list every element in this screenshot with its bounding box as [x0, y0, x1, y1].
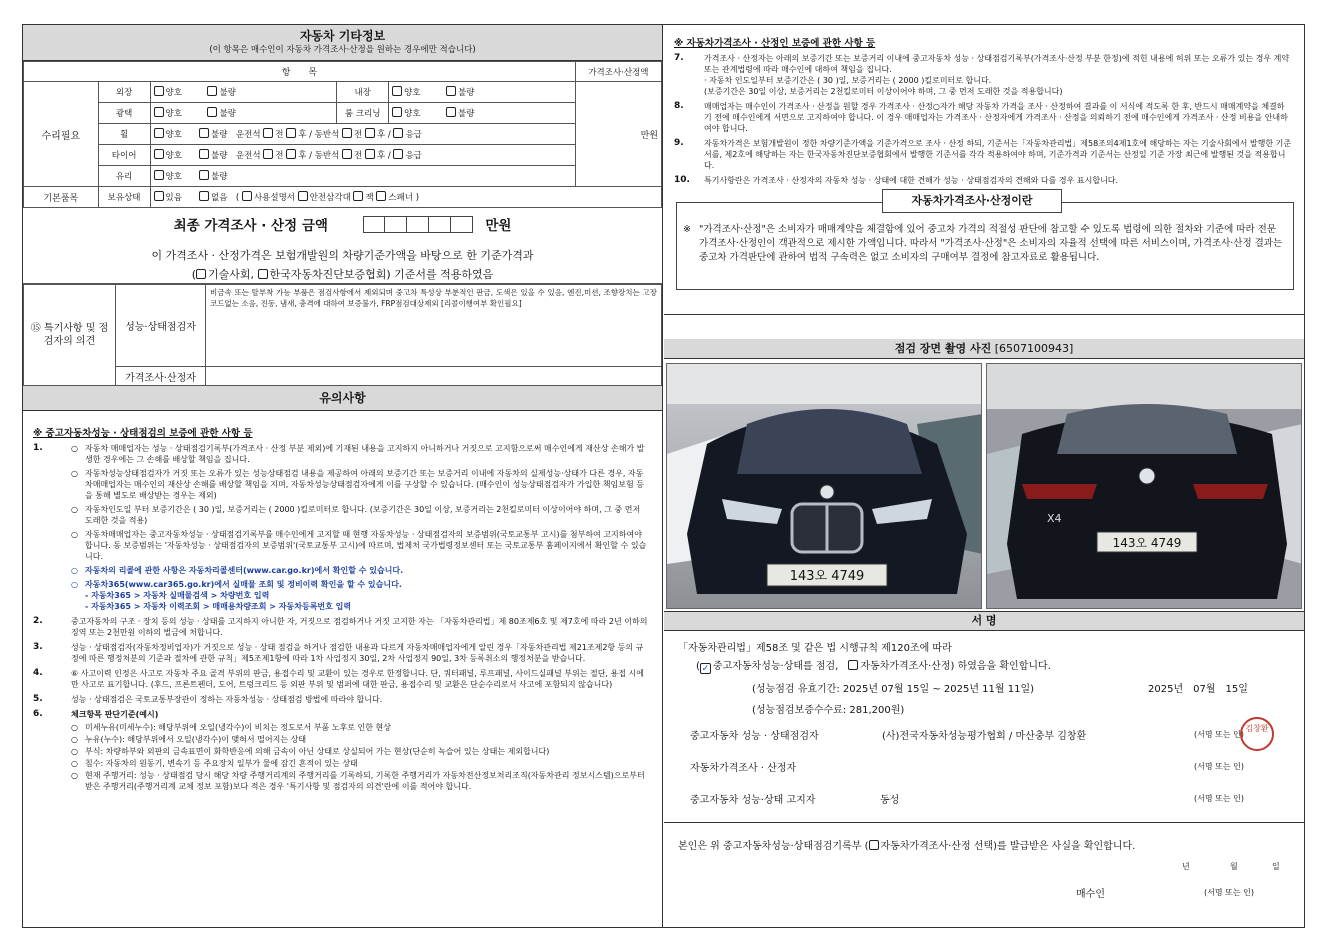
notice-6e: 현재 주행거리: 성능 · 상태점검 당시 해당 차량 주행거리계의 주행거리를 기록하되, 기록한 주행거리가 자동차전산정보처리조직(자동차관리 정보시스템)으로부터 받은 주행거리(주행거리계 교체 정보 포함)보다 적은 경우 '특기사항 및 점검자의 의견'란에 이를 적어야 합니다. — [85, 771, 645, 791]
front-plate: 143오 4749 — [789, 569, 865, 584]
pricing-7: 가격조사 · 산정자는 아래의 보증기간 또는 보증거리 이내에 중고자동차 성능 · 상태점검기록부(가격조사·산정 부분 한정)에 적힌 내용에 허위 또는 오류가 있는 경우 계약 또는 관계법령에 따라 매수인에 대하여 책임을 집니다. — [704, 54, 1290, 74]
photo-code: [6507100943] — [994, 342, 1074, 355]
tire-options: 양호 불량 운전석 전 후 / 동반석 전 후 / 응급 — [150, 145, 575, 166]
pricing-8: 매매업자는 매수인이 가격조사 · 산정을 원할 경우 가격조사 · 산정○자가 해당 자동차 가격을 조사 · 산정하여 결과를 이 서식에 적도록 한 후, 반드시 매매계약을 체결하기 전에 매수인에게 서면으로 고지하여야 합니다. 이 경우 매매업자는 가격조사 · 산정자에게 가격조사 · 산정을 의뢰하기 전에 매수인에게 가격조사 · 산정 비용을 안내하여야 합니다. — [704, 102, 1288, 133]
tech-checkbox[interactable] — [196, 269, 206, 279]
sign-law: 「자동차관리법」제58조 및 같은 법 시행규칙 제120조에 따라 — [678, 643, 952, 654]
col-price: 가격조사·산정액 — [575, 62, 661, 82]
room-options: 양호 불량 — [389, 103, 576, 124]
glass-good-checkbox[interactable] — [154, 170, 164, 180]
notice-section-title: ※ 중고자동차성능 · 상태점검의 보증에 관한 사항 등 — [33, 428, 253, 439]
notifier-sign-name: 동성 — [880, 795, 900, 806]
receipt-checkbox[interactable] — [869, 840, 879, 850]
final-line1: 이 가격조사 · 산정가격은 보험개발원의 차량기준가액을 바탕으로 한 기준가격과 — [151, 249, 534, 262]
buyer-seal: (서명 또는 인) — [1204, 888, 1254, 897]
price-unit: 만원 — [575, 82, 661, 187]
glass-bad-checkbox[interactable] — [199, 170, 209, 180]
room-good-checkbox[interactable] — [392, 107, 402, 117]
sign-check-line: ( ✓ 중고자동차성능·상태를 점검, 자동차가격조사·산정) 하였음을 확인합니다. — [696, 661, 1051, 674]
notice-item-4: 4. ⑥ 사고이력 인정은 사고로 자동차 주요 골격 부위의 판금, 용접수리 및 교환이 있는 경우로 한정합니다. 단, 쿼터패널, 루프패널, 사이드실패널 부위는 절단, 용접 시에만 사고로 표기합니다. (후드, 프론트펜더, 도어, 트렁크리드 등 외판 부위 및 범퍼에 대한 판금, 용접수리 및 교환은 단순수리로서 사고에 포함되지 않습니다) — [33, 668, 644, 689]
exterior-label: 외장 — [98, 82, 150, 103]
pricer-opinion[interactable] — [206, 367, 662, 386]
glass-options: 양호 불량 — [150, 166, 575, 187]
notice-6c: 부식: 차량하부와 외판의 금속표면이 화학반응에 의해 금속이 아닌 상태로 상실되어 가는 현상(단순히 녹슬어 있는 상태는 제외합니다) — [85, 747, 550, 756]
pricing-box-body: ※ "가격조사·산정"은 소비자가 매매계약을 체결함에 있어 중고차 가격의 적절성 판단에 참고할 수 있도록 법령에 의한 절차와 기준에 따라 전문 가격조사·산정인이 객관적으로 제시한 가액입니다. 따라서 "가격조사·산정"은 소비자의 자율적 선택에 따른 서비스이며, 가격조사·산정 결과는 중고차 가격판단에 관하여 법적 구속력은 없고 소비자의 구매여부 결정에 참고자료로 활용됩니다. — [677, 203, 1293, 265]
buyer-label: 매수인 — [1076, 889, 1105, 900]
pricing-section — [664, 25, 1304, 315]
extra-info-title: 자동차 기타정보 — [299, 29, 386, 43]
interior-label: 내장 — [337, 82, 389, 103]
col-item: 항 목 — [24, 62, 576, 82]
receipt-month: 월 — [1230, 862, 1238, 871]
final-price-boxes[interactable] — [363, 216, 473, 237]
rear-photo — [986, 363, 1302, 609]
receipt-section — [664, 823, 1304, 927]
x4-badge: X4 — [1047, 512, 1062, 525]
receipt-year: 년 — [1182, 862, 1190, 871]
pricing-10: 특기사항란은 가격조사 · 산정자의 자동차 성능 · 상태에 대한 견해가 성능 · 상태점검자의 견해와 다를 경우 표시합니다. — [704, 176, 1119, 185]
exterior-good-checkbox[interactable] — [154, 86, 164, 96]
receipt-line: 본인은 위 중고자동차성능·상태점검기록부 ( 자동차가격조사·산정 선택)를 발급받은 사실을 확인합니다. — [678, 841, 1136, 852]
sign-header: 서 명 — [664, 611, 1304, 631]
notice-6a: 미세누유(미세누수): 해당부위에 오일(냉각수)이 비치는 정도로서 부품 노후로 인한 현상 — [85, 723, 392, 732]
notice-item-2: 2. 중고자동차의 구조 · 장치 등의 성능 · 상태를 고지하지 아니한 자, 거짓으로 점검하거나 거짓 고지한 자는 「자동차관리법」제 80조제6호 및 제7호에 따라 2년 이하의 징역 또는 2천만원 이하의 벌금에 처합니다. — [33, 616, 648, 637]
gloss-good-checkbox[interactable] — [154, 107, 164, 117]
final-line2: ( 기술사회, 한국자동차진단보증협회) 기준서를 적용하였음 — [191, 268, 494, 281]
pricing-checkbox[interactable] — [848, 660, 858, 670]
pricing-7b: · 자동차 인도일부터 보증기간은 ( 30 )일, 보증거리는 ( 2000 )킬로미터로 합니다. — [704, 76, 992, 85]
basic-options: 있음 없음 ( 사용설명서 안전삼각대 잭 스패너 ) — [150, 187, 661, 208]
kadi-checkbox[interactable] — [258, 269, 268, 279]
notice-item-5: 5. 성능 · 상태점검은 국토교통부장관이 정하는 자동차성능 · 상태점검 방법에 따라야 합니다. — [33, 694, 383, 704]
final-price-unit: 만원 — [485, 218, 512, 234]
pricing-definition-box — [676, 194, 1294, 290]
notice-6d: 침수: 자동차의 원동기, 변속기 등 주요장치 일부가 물에 잠긴 흔적이 있는 상태 — [85, 759, 358, 768]
repair-label: 수리필요 — [24, 82, 99, 187]
wheel-label: 휠 — [98, 124, 150, 145]
right-column — [664, 25, 1304, 927]
notifier-sign-label: 중고자동차 성능·상태 고지자 — [690, 795, 816, 806]
inspect-checkbox[interactable]: ✓ — [701, 664, 710, 674]
pricing-7c: (보증기간은 30일 이상, 보증거리는 2천킬로미터 이상이어야 하며, 그 중 먼저 도래한 것을 적용합니다) — [704, 87, 1063, 96]
pricing-9: 자동차가격은 보험개발원이 정한 차량기준가액을 기준가격으로 조사 · 산정 하되, 기준서는「자동차관리법」제58조의4제1호에 해당하는 자는 기술사회에서 발행한 기준서를, 제2호에 해당하는 자는 한국자동차진단보증협회에서 발행한 기준서를 각각 적용하여야 하며, 기준가격과 기준서는 산정일 기준 가장 최근에 발행된 것을 적용합니다. — [704, 139, 1292, 170]
notice-1f1: - 자동차365 > 자동차 실매물검색 > 차량번호 입력 — [85, 591, 270, 600]
wheel-options: 양호 불량 운전석 전 후 / 동반석 전 후 / 응급 — [150, 124, 575, 145]
exterior-bad-checkbox[interactable] — [207, 86, 217, 96]
none-checkbox[interactable] — [199, 191, 209, 201]
notice-item-1: 1. ○ 자동차 매매업자는 성능 · 상태점검기록부(가격조사 · 산정 부분 제외)에 기재된 내용을 고지하지 아니하거나 거짓으로 고지함으로써 매수인에게 재산상 손해가 발생한 경우에는 그 손해를 배상할 책임을 집니다. ○ 자동차성능상태점검자가 거짓 또는 오류가 있는 성능상태점검 내용을 제공하여 아래의 보증기간 또는 보증거리 이내에 자동차의 실제성능·상태가 다른 경우, 자동차매매업자는 매수인의 재산상 손해를 배상할 책임을 지며, 자동차성능상태점검자에게 이를 구상할 수 있습니다. (매수인이 성능상태점검자가 가입한 책임보험 등을 통해 별도로 배상받는 경우는 제외) ○ 자동차인도일 부터 보증기간은 ( 30 )일, 보증거리는 ( 2000 )킬로미터로 합니다. (보증기간은 30일 이상, 보증거리는 2천킬로미터 이상이어야 하며, 그 중 먼저 도래한 것을 적용) ○ 자동차매매업자는 중고자동차성능 · 상태점검기록부를 매수인에게 고지할 때 현행 자동차성능 · 상태점검자의 보증범위(국토교통부 고시)를 첨부하여 고지하여야 합니다. 동 보증범위는 '자동차성능 · 상태점검자의 보증범위'(국토교통부 고시)에 따르며, 법제처 국가법령정보센터 또는 국토교통부 홈페이지에서 확인할 수 있습니다. ○ 자동차의 리콜에 관한 사항은 자동차리콜센터(www.car.go.kr)에서 확인할 수 있습니다. ○ 자동차365(www.car365.go.kr)에서 실매물 조회 및 정비이력 확인을 할 수 있습니다. - 자동차365 > 자동차 실매물검색 > 차량번호 입력 - 자동차365 > 자동차 이력조회 > 매매용차량조회 > 자동차등록번호 입력 — [33, 443, 650, 612]
notifier-sign-seal: (서명 또는 인) — [1194, 794, 1244, 803]
extra-info-header — [23, 25, 662, 61]
special-table — [23, 284, 662, 386]
seal-stamp: 김창환 — [1240, 717, 1274, 751]
has-checkbox[interactable] — [154, 191, 164, 201]
tire-label: 타이어 — [98, 145, 150, 166]
sign-fee: (성능점검보증수수료: 281,200원) — [752, 705, 905, 716]
tire-good-checkbox[interactable] — [154, 149, 164, 159]
pricing-items: 7. 가격조사 · 산정자는 아래의 보증기간 또는 보증거리 이내에 중고자동차 성능 · 상태점검기록부(가격조사·산정 부분 한정)에 적힌 내용에 허위 또는 오류가 있는 경우 계약 또는 관계법령에 따라 매수인에 대하여 책임을 집니다. · 자동차 인도일부터 보증기간은 ( 30 )일, 보증거리는 ( 2000 )킬로미터로 합니다. (보증기간은 30일 이상, 보증거리는 2천킬로미터 이상이어야 하며, 그 중 먼저 도래한 것을 적용합니다) 8. 매매업자는 매수인이 가격조사 · 산정을 원할 경우 가격조사 · 산정○자가 해당 자동차 가격을 조사 · 산정하여 결과를 이 서식에 적도록 한 후, 반드시 매매계약을 체결하기 전에 매수인에게 서면으로 고지하여야 합니다. 이 경우 매매업자는 가격조사 · 산정자에게 가격조사 · 산정을 의뢰하기 전에 매수인에게 가격조사 · 산정 비용을 안내하여야 합니다. 9. 자동차가격은 보험개발원이 정한 차량기준가액을 기준가격으로 조사 · 산정 하되, 기준서는「자동차관리법」제58조의4제1호에 해당하는 자는 기술사회에서 발행한 기준서를, 제2호에 해당하는 자는 한국자동차진단보증협회에서 발행한 기준서를 각각 적용하여야 하며, 기준가격과 기준서는 산정일 기준 가장 최근에 발행된 것을 적용합니다. 10. 특기사항란은 가격조사 · 산정자의 자동차 성능 · 상태에 대한 견해가 성능 · 상태점검자의 견해와 다를 경우 표시합니다. — [674, 53, 1292, 185]
notice-1a: 자동차 매매업자는 성능 · 상태점검기록부(가격조사 · 산정 부분 제외)에 기재된 내용을 고지하지 아니하거나 거짓으로 고지함으로써 매수인에게 재산상 손해가 발생한 경우에는 그 손해를 배상할 책임을 집니다. — [85, 444, 645, 464]
notice-1f: 자동차365(www.car365.go.kr)에서 실매물 조회 및 정비이력 확인을 할 수 있습니다. — [85, 580, 402, 589]
car-front-image — [667, 364, 982, 609]
sign-date: 2025년 07월 15일 — [1148, 684, 1248, 695]
document-page — [22, 24, 1305, 928]
inspector-sign-label: 중고자동차 성능 · 상태점검자 — [690, 731, 819, 742]
final-price-block — [23, 208, 662, 284]
notice-6-title: 체크항목 판단기준(예시) — [71, 710, 159, 719]
notice-items — [23, 443, 662, 792]
left-column — [23, 25, 663, 927]
sign-section — [664, 637, 1304, 823]
receipt-day: 일 — [1272, 862, 1280, 871]
pricer-sign-seal: (서명 또는 인) — [1194, 762, 1244, 771]
final-price-row — [23, 214, 662, 237]
glass-label: 유리 — [98, 166, 150, 187]
car-rear-image — [987, 364, 1302, 609]
notice-6b: 누유(누수): 해당부위에서 오일(냉각수)이 맺혀서 떨어지는 상태 — [85, 735, 307, 744]
inspector-sign-seal: (서명 또는 인) — [1194, 730, 1244, 739]
special-label: ⑮ 특기사항 및 점검자의 의견 — [24, 285, 116, 386]
own-status-label: 보유상태 — [98, 187, 150, 208]
notice-1f2: - 자동차365 > 자동차 이력조회 > 매매용차량조회 > 자동차등록번호 입력 — [85, 602, 352, 611]
gloss-bad-checkbox[interactable] — [207, 107, 217, 117]
notice-item-3: 3. 성능 · 상태점검자(자동차정비업자)가 거짓으로 성능 · 상태 점검을 하거나 점검한 내용과 다르게 자동차매매업자에게 알린 경우「자동차관리법 제21조제2항 등의 규정에 따른 행정처분의 기준과 절차에 관한 규칙」제5조제1항에 따라 1차 사업정지 30일, 2차 사업정지 90일, 3차 등록취소의 행정처분을 받습니다. — [33, 642, 644, 663]
basic-label: 기본품목 — [24, 187, 99, 208]
special-note: 비금속 또는 탈부착 가능 부품은 점검사항에서 제외되며 중고차 특성상 부분적인 판금, 도색은 있을 수 있음, 엔진,미션, 조향장치는 고장코드없는 소음, 진동, 냄새, 충격에 대하여 보증불가, FRP점검대상제외 [리콜이행여부 확인필요] — [206, 285, 662, 367]
pricer-label: 가격조사·산정자 — [116, 367, 206, 386]
pricing-box-text: "가격조사·산정"은 소비자가 매매계약을 체결함에 있어 중고차 가격의 적절성 판단에 참고할 수 있도록 법령에 의한 절차와 기준에 따라 전문 가격조사·산정인이 객관적으로 제시한 가액입니다. 따라서 "가격조사·산정"은 소비자의 자율적 선택에 따른 서비스이며, 가격조사·산정 결과는 중고차 가격판단에 관하여 법적 구속력은 없고 소비자의 구매여부 결정에 참고자료로 활용됩니다. — [699, 224, 1283, 263]
extra-info-subtitle: (이 항목은 매수인이 자동차 가격조사·산정을 원하는 경우에만 적습니다) — [209, 45, 476, 55]
photo-title: 점검 장면 촬영 사진 — [894, 342, 992, 355]
front-photo — [666, 363, 982, 609]
inspector-sign-name: (사)전국자동차성능평가협회 / 마산충부 김창환 — [882, 731, 1087, 742]
room-label: 룸 크리닝 — [337, 103, 389, 124]
pricer-sign-label: 자동차가격조사 · 산정자 — [690, 763, 797, 774]
tire-bad-checkbox[interactable] — [199, 149, 209, 159]
inspector-label: 성능·상태점검자 — [116, 285, 206, 367]
notice-item-6: 6. 체크항목 판단기준(예시) ○ 미세누유(미세누수): 해당부위에 오일(냉각수)이 비치는 정도로서 부품 노후로 인한 현상 ○ 누유(누수): 해당부위에서 오일(냉각수)이 맺혀서 떨어지는 상태 ○ 부식: 차량하부와 외판의 금속표면이 화학반응에 의해 금속이 아닌 상태로 상실되어 가는 현상(단순히 녹슬어 있는 상태는 제외합니다) ○ 침수: 자동차의 원동기, 변속기 등 주요장치 일부가 물에 잠긴 흔적이 있는 상태 ○ 현재 주행거리: 성능 · 상태점검 당시 해당 차량 주행거리계의 주행거리를 기록하되, 기록한 주행거리가 자동차전산정보처리조직(자동차관리 정보시스템)으로부터 받은 주행거리(주행거리계 교체 정보 포함)보다 적은 경우 '특기사항 및 점검자의 의견'란에 이를 적어야 합니다. — [33, 709, 650, 792]
interior-options: 양호 불량 — [389, 82, 576, 103]
notice-1b: 자동차성능상태점검자가 거짓 또는 오류가 있는 성능상태점검 내용을 제공하여 아래의 보증기간 또는 보증거리 이내에 자동차의 실제성능·상태가 다른 경우, 자동차매매업자는 매수인의 재산상 손해를 배상할 책임을 지며, 자동차성능상태점검자에게 이를 구상할 수 있습니다. (매수인이 성능상태점검자가 가입한 책임보험 등을 통해 별도로 배상받는 경우는 제외) — [85, 469, 644, 500]
interior-bad-checkbox[interactable] — [446, 86, 456, 96]
notice-1d: 자동차매매업자는 중고자동차성능 · 상태점검기록부를 매수인에게 고지할 때 현행 자동차성능 · 상태점검자의 보증범위(국토교통부 고시)를 첨부하여 고지하여야 합니다. 동 보증범위는 '자동차성능 · 상태점검자의 보증범위'(국토교통부 고시)에 따르며, 법제처 국가법령정보센터 또는 국토교통부 홈페이지에서 확인할 수 있습니다. — [85, 530, 647, 561]
interior-good-checkbox[interactable] — [392, 86, 402, 96]
sign-validity: (성능점검 유효기간: 2025년 07월 15일 ~ 2025년 11월 11일) — [752, 684, 1035, 695]
wheel-good-checkbox[interactable] — [154, 128, 164, 138]
pricing-box-title: 자동차가격조사·산정이란 — [882, 189, 1062, 213]
rear-plate: 143오 4749 — [1112, 536, 1182, 550]
extra-info-table — [23, 61, 662, 208]
photo-header — [664, 339, 1304, 359]
exterior-options: 양호 불량 — [150, 82, 337, 103]
notice-header — [23, 386, 662, 411]
pricing-section-title: ※ 자동차가격조사 · 산정인 보증에 관한 사항 등 — [674, 38, 876, 49]
gloss-options: 양호 불량 — [150, 103, 337, 124]
notice-1c: 자동차인도일 부터 보증기간은 ( 30 )일, 보증거리는 ( 2000 )킬로미터로 합니다. (보증기간은 30일 이상, 보증거리는 2천킬로미터 이상이어야 하며, 그 중 먼저 도래한 것을 적용) — [85, 505, 641, 525]
wheel-bad-checkbox[interactable] — [199, 128, 209, 138]
gloss-label: 광택 — [98, 103, 150, 124]
room-bad-checkbox[interactable] — [446, 107, 456, 117]
notice-1e: 자동차의 리콜에 관한 사항은 자동차리콜센터(www.car.go.kr)에서 확인할 수 있습니다. — [85, 566, 404, 575]
notice-title: 유의사항 — [319, 391, 366, 405]
final-price-title: 최종 가격조사 · 산정 금액 — [173, 218, 328, 234]
